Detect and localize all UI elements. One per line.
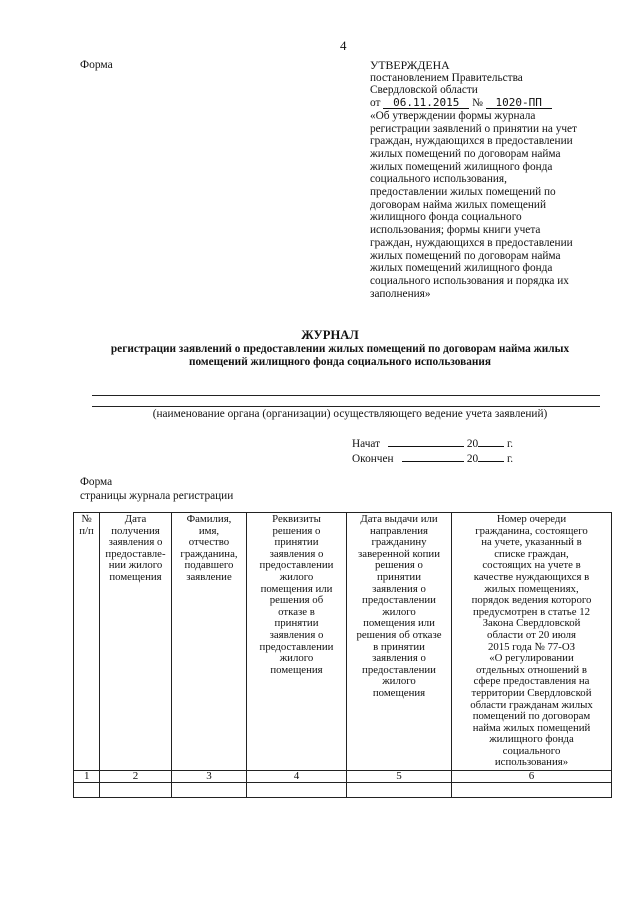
approval-title-line: жилых помещений жилищного фонда [370,160,553,173]
header-line: гражданину [371,536,427,549]
header-line: помещения [372,686,426,699]
column-number: 3 [172,771,247,783]
header-line: помещения или [363,617,435,630]
header-line: жилищного фонда [489,733,574,746]
column-number: 4 [247,771,347,783]
header-line: состоящих на учете в [482,559,581,572]
date-prefix: от [370,97,381,110]
header-line: Закона Свердловской [482,617,581,630]
started-label: Начат [352,438,381,450]
journal-subtitle-line-1: регистрации заявлений о предоставлении жилых помещений по договорам найма жилых [110,343,570,355]
empty-cell[interactable] [452,783,612,798]
header-line: принятии [377,570,421,583]
header-line: области гражданам жилых [470,698,593,711]
header-line: предоставлении [259,559,334,572]
approval-line-1: постановлением Правительства [370,71,523,84]
approval-title-line: жилых помещений по договорам найма [370,147,561,160]
page-form-line-2: страницы журнала регистрации [80,490,234,502]
header-line: получения [111,524,160,537]
table-header-row [74,513,612,771]
header-line: направления [369,524,429,537]
finished-label: Окончен [352,453,394,465]
column-number: 2 [100,771,172,783]
finished-year-prefix: 20 [466,453,479,465]
header-line: решения об [269,594,324,607]
number-prefix: № [472,97,483,110]
header-line: области от 20 июля [487,628,576,641]
approval-title-line: граждан, нуждающихся в предоставлении [370,236,573,249]
approval-title-line: регистрации заявлений о принятии на учет [370,122,577,135]
header-line: в принятии [373,640,425,653]
header-line: гражданина, состоящего [475,524,588,537]
finished-line [352,452,513,465]
page-number: 4 [340,38,347,53]
header-line: найма жилых помещений [472,721,591,734]
form-label: Форма [80,59,113,71]
header-line: заявления о [372,582,426,595]
finished-year-blank [478,452,504,462]
header-line: социального [502,744,561,757]
header-line: решения об отказе [356,628,442,641]
approval-block [370,59,620,300]
approval-date-line [370,97,620,110]
header-line: жилого [382,605,416,618]
approval-title-line: «Об утверждении формы журнала [370,109,536,122]
started-year-prefix: 20 [466,438,479,450]
header-line: отчество [188,536,230,549]
empty-cell[interactable] [100,783,172,798]
header-line: заверенной копии [358,547,440,560]
header-line: имя, [198,524,220,537]
approval-title-line: использования; формы книги учета [370,224,541,237]
header-line: жилых помещениях, [484,582,579,595]
header-line: заявления о [269,547,324,560]
header-line: Номер очереди [496,513,567,525]
started-line [352,437,513,450]
header-cell [347,513,452,771]
header-line: отдельных отношений в [476,663,587,676]
header-line: помещения [270,663,323,676]
approval-line-2: Свердловской области [370,84,478,97]
header-cell [100,513,172,771]
header-line: принятии [274,617,319,630]
header-line: Дата выдачи или [360,513,438,525]
registration-table [73,512,612,798]
header-line: порядок ведения которого [471,594,592,607]
header-line: жилого [382,675,416,688]
approval-title-line: социального использования, [370,173,507,186]
column-number-row [74,771,612,783]
header-line: на учете, указанный в [481,536,582,549]
header-line: нии жилого [108,559,163,572]
approval-title [370,110,620,301]
header-line: помещения или [260,582,333,595]
approval-number: 1020-ПП [486,97,552,109]
header-cell [172,513,247,771]
started-date-blank [388,437,464,447]
header-line: предоставле- [105,547,166,560]
header-line: «О регулировании [489,652,574,665]
header-line: жилого [279,570,314,583]
journal-title: ЖУРНАЛ [301,328,359,342]
header-line: принятии [274,536,319,549]
header-line: Дата [124,513,147,525]
approval-title-line: предоставлении жилых помещений по [370,186,556,199]
finished-date-blank [402,452,464,462]
approval-title-line: договорам найма жилых помещений [370,198,546,211]
header-line: жилого [279,652,314,665]
header-line: использования» [494,756,569,769]
header-cell [74,513,100,771]
header-line: решения о [375,559,423,572]
journal-subtitle [80,343,600,369]
header-line: заявления о [269,628,324,641]
empty-table-row [74,783,612,798]
header-line: качестве нуждающихся в [473,570,590,583]
header-cell [247,513,347,771]
header-line: помещений по договорам [472,710,591,723]
approval-date: 06.11.2015 [383,97,469,109]
approval-title-line: граждан, нуждающихся в предоставлении [370,135,573,148]
started-year-suffix: г. [506,438,514,450]
finished-year-suffix: г. [506,453,514,465]
header-line: территории Свердловской [471,686,592,699]
header-line: решения о [272,524,321,537]
header-line: заявления о [372,652,426,665]
approval-title-line: жилых помещений по договорам найма [370,249,561,262]
org-name-line-1 [92,395,600,396]
header-line: п/п [79,524,94,537]
page-form-line-1: Форма [80,476,113,488]
page-form-label [80,475,233,503]
empty-cell[interactable] [247,783,347,798]
approval-title-line: жилых помещений жилищного фонда [370,262,553,275]
column-number: 5 [347,771,452,783]
header-line: заявления о [108,536,163,549]
header-line: помещения [109,570,162,583]
column-number: 1 [74,771,100,783]
header-line: Реквизиты [272,513,321,525]
header-line: 2015 года № 77-ОЗ [487,640,576,653]
header-cell [452,513,612,771]
header-line: списке граждан, [494,547,569,560]
empty-cell[interactable] [172,783,247,798]
org-caption: (наименование органа (организации) осуществляющего ведение учета заявлений) [152,408,548,420]
approval-title-line: социального использования и порядка их [370,274,569,287]
column-number: 6 [452,771,612,783]
header-line: гражданина, [180,547,238,560]
org-name-line-2 [92,406,600,407]
header-line: подавшего [184,559,234,572]
header-line: предоставлении [362,663,436,676]
header-line: отказе в [278,605,315,618]
header-line: Фамилия, [186,513,232,525]
empty-cell[interactable] [74,783,100,798]
approval-title-line: жилищного фонда социального [370,211,522,224]
header-line: № [81,513,92,525]
header-line: предоставлении [362,594,436,607]
header-line: предоставлении [259,640,334,653]
started-year-blank [478,437,504,447]
empty-cell[interactable] [347,783,452,798]
approval-title-line: заполнения» [370,287,431,300]
header-line: сфере предоставления на [473,675,590,688]
header-line: предусмотрен в статье 12 [473,605,590,618]
journal-subtitle-line-2: помещений жилищного фонда социального использования [188,356,492,368]
approval-heading: УТВЕРЖДЕНА [370,58,450,72]
header-line: заявление [186,570,232,583]
